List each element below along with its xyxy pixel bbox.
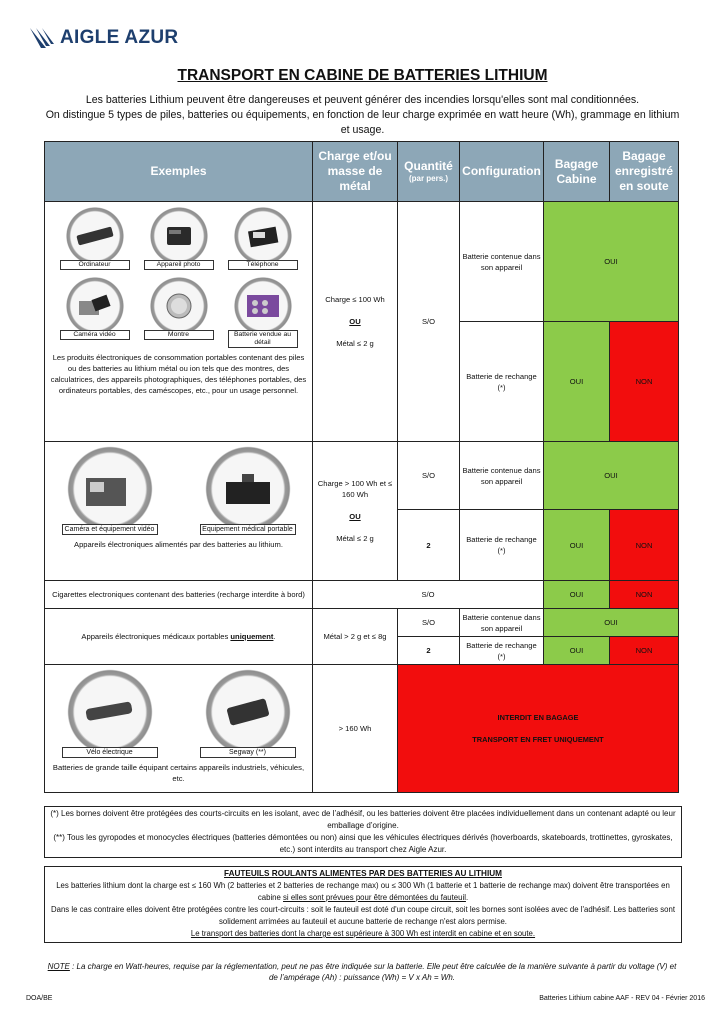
wheelchair-p3: Le transport des batteries dont la charge est supérieure à 300 Wh est interdit en cabine et en soute. — [190, 929, 536, 938]
device-label: Téléphone — [228, 260, 298, 270]
row1-charge2: Métal ≤ 2 g — [336, 339, 374, 348]
wheelchair-p1-underline: si elles sont prévues pour être démontées du fauteuil — [283, 893, 466, 902]
row1-ou: OU — [349, 317, 361, 326]
header-exemples: Exemples — [45, 142, 313, 202]
medical-equipment-icon — [218, 468, 278, 510]
row4-config-a-oui: OUI — [544, 609, 679, 637]
footnote-1: (*) Les bornes doivent être protégées des courts-circuits en les isolant, avec de l’adhésif, ou les batteries doivent être placées individuellement dans un contenant adapté ou leur emballage d’origine. — [50, 809, 676, 830]
camera-battery-icon — [159, 221, 199, 251]
table-row — [45, 665, 679, 793]
page-title: TRANSPORT EN CABINE DE BATTERIES LITHIUM — [177, 67, 548, 84]
row3-soute: NON — [610, 581, 679, 609]
retail-battery-icon — [243, 291, 283, 321]
row1-config-b-soute: NON — [610, 322, 679, 442]
row2-config-b-soute: NON — [610, 510, 679, 581]
row1-charge1: Charge ≤ 100 Wh — [325, 295, 385, 304]
wheelchair-title: FAUTEUILS ROULANTS ALIMENTES PAR DES BATTERIES AU LITHIUM — [224, 869, 502, 878]
phone-battery-icon — [243, 221, 283, 251]
header-cabine: Bagage Cabine — [544, 142, 610, 202]
row3-description: Cigarettes electroniques contenant des batteries (recharge interdite à bord) — [45, 581, 313, 609]
row4-config-b-soute: NON — [610, 637, 679, 665]
device-equipement-medical — [194, 446, 302, 535]
row4-desc-post: . — [273, 632, 276, 641]
row4-charge: Métal > 2 g et ≤ 8g — [313, 609, 398, 665]
device-label: Caméra vidéo — [60, 330, 130, 340]
device-batterie-detail — [226, 276, 300, 348]
row2-config-a: Batterie contenue dans son appareil — [460, 442, 544, 510]
wheelchair-p2: Dans le cas contraire elles doivent être protégées contre les court-circuits : soit le fauteuil est doté d'un coupe circuit, soit les bornes sont isolées avec de l'adhésif. Les batteries sont solidement arrimées au fauteuil et aucune batterie de rechange n'est alors permise. — [50, 905, 676, 926]
header-configuration: Configuration — [460, 142, 544, 202]
laptop-battery-icon — [75, 221, 115, 251]
logo-text: AIGLE AZUR — [60, 27, 179, 48]
intro-text — [45, 93, 680, 138]
intro-line-2: On distingue 5 types de piles, batteries ou équipements, en fonction de leur charge exprimée en watt heure (Wh), grammage en lithium et usage. — [45, 109, 680, 136]
table-row — [45, 609, 679, 637]
footnotes — [44, 806, 682, 858]
device-segway — [194, 669, 302, 758]
row4-qty-a: S/O — [398, 609, 460, 637]
device-velo-electrique — [56, 669, 164, 758]
device-telephone — [226, 206, 300, 270]
row5-interdit — [398, 665, 679, 793]
row5-interdit-1: INTERDIT EN BAGAGE — [497, 713, 579, 722]
row1-config-b: Batterie de rechange (*) — [460, 322, 544, 442]
row2-description: Appareils électroniques alimentés par des batteries au lithium. — [74, 540, 283, 549]
header-charge: Charge et/ou masse de métal — [313, 142, 398, 202]
device-label: Equipement médical portable — [200, 524, 296, 535]
row1-config-b-cabine: OUI — [544, 322, 610, 442]
row2-charge2: Métal ≤ 2 g — [336, 534, 374, 543]
wheelchair-p1-pre: Les batteries lithium dont la charge est ≤ 160 Wh (2 batteries et 2 batteries de rechange max) ou ≤ 300 Wh (1 batterie et 1 batterie de rechange max) doivent être transportées en cabine — [56, 881, 670, 902]
row1-description: Les produits électroniques de consommation portables contenant des piles ou des batteries au lithium métal ou ion tels que des montres, des calculatrices, des appareils photographiques, des téléphones portables, des ordinateurs portables, des caméscopes, etc., pour un usage personnel. — [50, 353, 307, 395]
device-label: Caméra et équipement vidéo — [62, 524, 158, 535]
row1-quantite: S/O — [398, 202, 460, 442]
device-camera-video — [58, 276, 132, 348]
row2-qty-a: S/O — [398, 442, 460, 510]
row1-config-a-oui: OUI — [544, 202, 679, 322]
row3-merged: S/O — [313, 581, 544, 609]
device-label: Montre — [144, 330, 214, 340]
device-label: Vélo électrique — [62, 747, 158, 758]
row2-config-b: Batterie de rechange (*) — [460, 510, 544, 581]
eagle-icon — [30, 26, 56, 50]
row2-config-a-oui: OUI — [544, 442, 679, 510]
row5-interdit-2: TRANSPORT EN FRET UNIQUEMENT — [472, 735, 604, 744]
row5-device-images — [45, 665, 312, 760]
device-label: Ordinateur — [60, 260, 130, 270]
watch-battery-icon — [159, 291, 199, 321]
row2-config-b-cabine: OUI — [544, 510, 610, 581]
row4-description — [45, 609, 313, 665]
row5-examples — [45, 665, 313, 793]
header-quantite-sub: (par pers.) — [408, 174, 449, 183]
row5-charge: > 160 Wh — [313, 665, 398, 793]
intro-line-1: Les batteries Lithium peuvent être dangereuses et peuvent générer des incendies lorsqu'elles sont mal conditionnées. — [85, 94, 640, 106]
row4-desc-pre: Appareils électroniques médicaux portables — [81, 632, 231, 641]
header-quantite — [398, 142, 460, 202]
ebike-battery-icon — [80, 691, 140, 733]
device-label: Segway (**) — [200, 747, 296, 758]
device-montre — [142, 276, 216, 348]
row4-config-b: Batterie de rechange (*) — [460, 637, 544, 665]
note-label: NOTE — [47, 962, 70, 971]
header-soute: Bagage enregistré en soute — [610, 142, 679, 202]
row4-config-b-cabine: OUI — [544, 637, 610, 665]
video-camera-icon — [75, 291, 115, 321]
footer-right: Batteries Lithium cabine AAF - REV 04 - Février 2016 — [539, 995, 705, 1002]
row4-qty-b: 2 — [398, 637, 460, 665]
company-logo — [30, 26, 178, 50]
device-camera-equipement — [56, 446, 164, 535]
calculation-note — [44, 961, 680, 983]
wheelchair-p1-post: . — [465, 893, 469, 902]
row1-config-a: Batterie contenue dans son appareil — [460, 202, 544, 322]
note-text: : La charge en Watt-heures, requise par la réglementation, peut ne pas être indiquée sur la batterie. Elle peut être calculée de la manière suivante à partir du voltage (V) et de l’ampérage (Ah) : puissance (Wh) = V x Ah = Wh. — [69, 962, 677, 982]
row2-charge — [313, 442, 398, 581]
camera-equipment-icon — [80, 468, 140, 510]
segway-battery-icon — [218, 691, 278, 733]
battery-table — [44, 141, 679, 793]
footer-left: DOA/BE — [26, 995, 53, 1002]
row2-device-images — [45, 442, 312, 537]
row2-ou: OU — [349, 512, 361, 521]
row3-cabine: OUI — [544, 581, 610, 609]
row1-charge — [313, 202, 398, 442]
row2-qty-b: 2 — [398, 510, 460, 581]
wheelchair-section — [44, 866, 682, 943]
device-label: Batterie vendue au détail — [228, 330, 298, 348]
row1-examples — [45, 202, 313, 442]
row5-description: Batteries de grande taille équipant certains appareils industriels, véhicules, etc. — [52, 763, 305, 783]
row2-examples — [45, 442, 313, 581]
row4-config-a: Batterie contenue dans son appareil — [460, 609, 544, 637]
row1-device-images — [45, 202, 312, 350]
table-row — [45, 581, 679, 609]
footnote-2: (**) Tous les gyropodes et monocycles électriques (batteries démontées ou non) ainsi que les véhicules électriques dérivés (hoverboards, skateboards, trottinettes, gyroskates, etc.) sont interdits au transport chez Aigle Azur. — [53, 833, 673, 854]
row2-charge1: Charge > 100 Wh et ≤ 160 Wh — [317, 479, 393, 499]
header-quantite-label: Quantité — [404, 159, 453, 173]
table-header-row — [45, 142, 679, 202]
table-row — [45, 442, 679, 510]
row4-desc-uniquement: uniquement — [230, 632, 274, 641]
device-appareil-photo — [142, 206, 216, 270]
table-row — [45, 202, 679, 322]
wheelchair-p1 — [47, 880, 679, 904]
device-ordinateur — [58, 206, 132, 270]
device-label: Appareil photo — [144, 260, 214, 270]
